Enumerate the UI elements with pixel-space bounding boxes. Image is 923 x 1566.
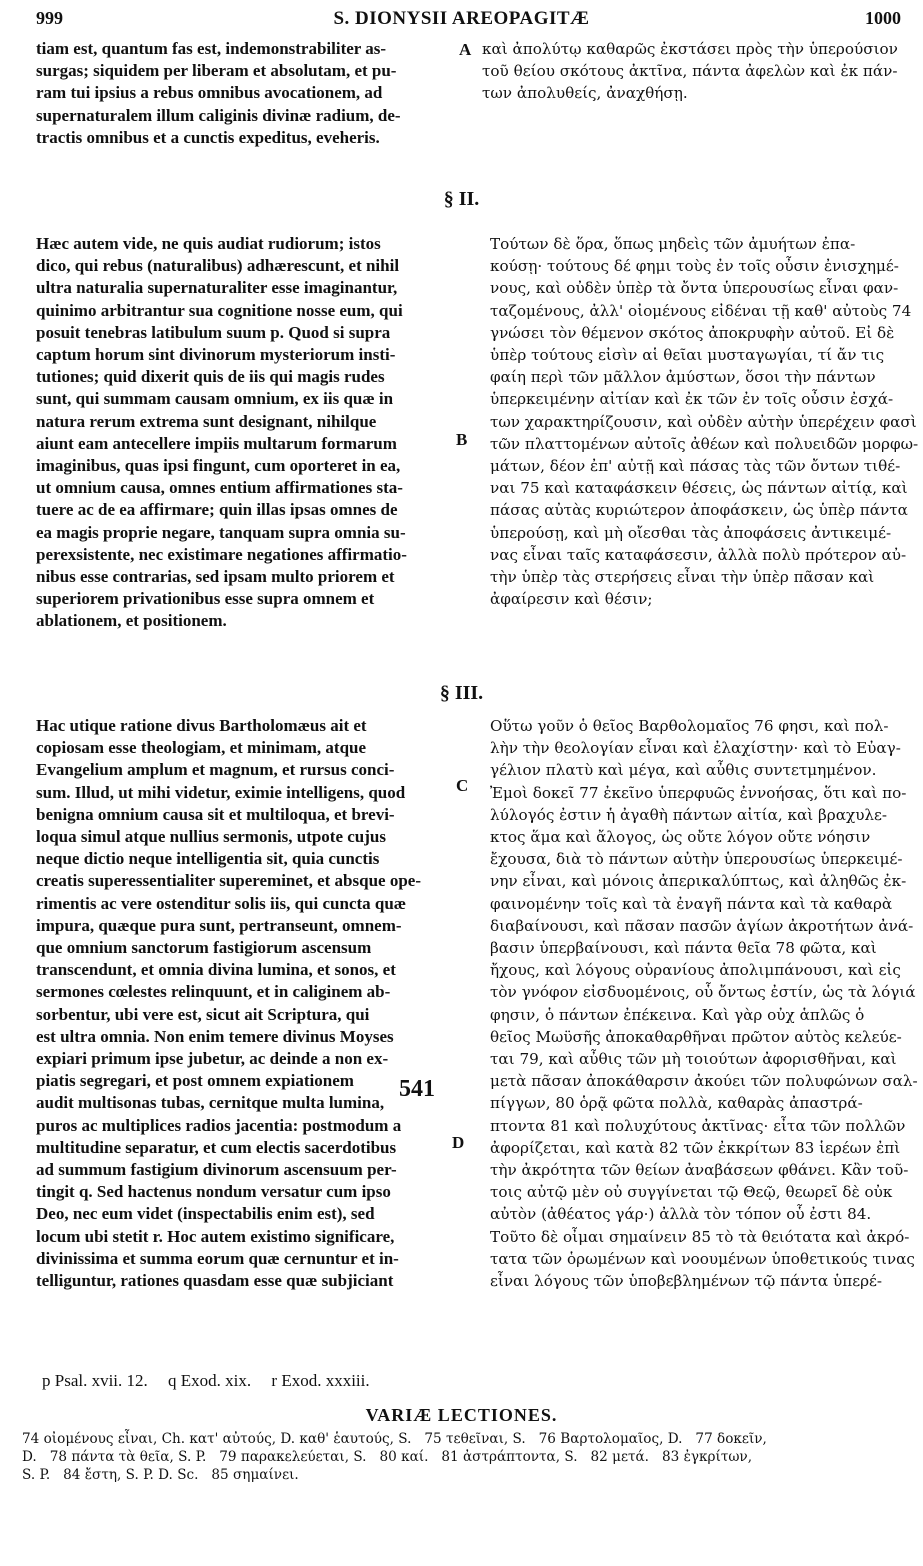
page-marker: 541 xyxy=(399,1076,435,1102)
running-title: S. DIONYSII AREOPAGITÆ xyxy=(333,8,590,29)
latin-block-2: Hæc autem vide, ne quis audiat rudiorum; istos dico, qui rebus (naturalibus) adhærescunt, et nihil ultra naturalia supernaturaliter esse imaginantur, quinimo arbitrantur sua cognitione nosse eum, qui posuit tenebras latibulum suum p. Quod si supra captum horum sint divinorum mysteriorum insti- tutiones; quid dixerit quis de iis qui magis rudes sunt, qui summam causam omnium, ex iis quæ in natura rerum extrema sunt designant, nihilque aiunt eam antecellere impiis multarum formarum imaginibus, quas ipsi fingunt, cum oporteret in ea, ut omnium causa, omnes entium affirmationes sta- tuere ac de ea affirmare; quin illas ipsas omnes de ea magis proprie negare, tanquam supra omnia su- perexsistente, nec existimare negationes affirmatio- nibus esse contrarias, sed ipsam multo priorem et superiorem privationibus esse supra omnem et ablationem, et positionem. xyxy=(36,234,407,631)
section-heading-ii: § II. xyxy=(443,188,480,210)
variae-lectiones-body: 74 οἰομένους εἶναι, Ch. κατ' αὐτούς, D. καθ' ἑαυτούς, S. 75 τεθεῖναι, S. 76 Βαρτολομαῖος, D. 77 δοκεῖν, D. 78 πάντα τὰ θεῖα, S. P. 79 παρακελεύεται, S. 80 καί. 81 ἀστράπτοντα, S. 82 μετά. 83 ἐγκρίτων, S. P. 84 ἔστη, S. P. D. Sc. 85 σημαίνει. xyxy=(22,1431,767,1483)
section-heading-iii: § III. xyxy=(439,682,484,704)
margin-marker-b: B xyxy=(456,430,468,449)
footnote-ref: p Psal. xvii. 12. xyxy=(42,1371,148,1390)
margin-marker-a: A xyxy=(459,40,472,59)
greek-block-2: Τούτων δὲ ὅρα, ὅπως μηδεὶς τῶν ἀμυήτων ἐπα- κούσῃ· τούτους δέ φημι τοὺς ἐν τοῖς οὖσιν ἐνισχημέ- νους, καὶ οὐδὲν ὑπὲρ τὰ ὄντα ὑπερουσίως εἶναι φαν- ταζομένους, ἀλλ' οἰομένους εἰδέναι τῇ καθ' αὐτοὺς 74 γνώσει τὸν θέμενον σκότος ἀποκρυφὴν αὐτοῦ. Εἰ δὲ ὑπὲρ τούτους εἰσὶν αἱ θεῖαι μυσταγωγίαι, τί ἄν τις φαίη περὶ τῶν μᾶλλον ἀμύστων, ὅσοι τὴν πάντων ὑπερκειμένην αἰτίαν καὶ ἐκ τῶν ἐν τοῖς οὖσιν ἐσχά- των χαρακτηρίζουσιν, καὶ οὐδὲν αὐτὴν ὑπερέχειν φασὶ τῶν πλαττομένων αὐτοῖς ἀθέων καὶ πολυειδῶν μορφω- μάτων, δέον ἐπ' αὐτῇ καὶ πάσας τὰς τῶν ὄντων τιθέ- ναι 75 καὶ καταφάσκειν θέσεις, ὡς πάντων αἰτίᾳ, καὶ πάσας αὐτὰς κυριώτερον ἀποφάσκειν, ὡς ὑπὲρ πάντα ὑπερούσῃ, καὶ μὴ οἴεσθαι τὰς ἀποφάσεις ἀντικειμέ- νας εἶναι ταῖς καταφάσεσιν, ἀλλὰ πολὺ πρότερον αὐ- τὴν ὑπὲρ τὰς στερήσεις εἶναι τὴν ὑπὲρ πᾶσαν καὶ ἀφαίρεσιν καὶ θέσιν; xyxy=(490,235,919,609)
footnote-references xyxy=(42,1371,386,1391)
margin-marker-c: C xyxy=(456,776,469,795)
footnote-ref: q Exod. xix. xyxy=(168,1371,252,1390)
left-page-number: 999 xyxy=(36,8,63,28)
variae-lectiones-heading: VARIÆ LECTIONES. xyxy=(365,1405,558,1425)
footnote-ref: r Exod. xxxiii. xyxy=(271,1371,370,1390)
greek-block-1: καὶ ἀπολύτῳ καθαρῶς ἐκστάσει πρὸς τὴν ὑπερούσιον τοῦ θείου σκότους ἀκτῖνα, πάντα ἀφελὼν καὶ ἐκ πάν- των ἀπολυθείς, ἀναχθήσῃ. xyxy=(482,40,898,103)
margin-marker-d: D xyxy=(452,1133,465,1152)
right-page-number: 1000 xyxy=(865,8,901,28)
latin-block-1: tiam est, quantum fas est, indemonstrabiliter as- surgas; siquidem per liberam et absolutam, et pu- ram tui ipsius a rebus omnibus avocationem, ad supernaturalem illum caliginis divinæ radium, de- tractis omnibus et a cunctis expeditus, eveheris. xyxy=(36,39,401,147)
greek-block-3: Οὕτω γοῦν ὁ θεῖος Βαρθολομαῖος 76 φησι, καὶ πολ- λὴν τὴν θεολογίαν εἶναι καὶ ἐλαχίστην· καὶ τὸ Εὐαγ- γέλιον πλατὺ καὶ μέγα, καὶ αὖθις συντετμημένον. Ἐμοὶ δοκεῖ 77 ἐκεῖνο ὑπερφυῶς ἐννοήσας, ὅτι καὶ πο- λύλογός ἐστιν ἡ ἀγαθὴ πάντων αἰτία, καὶ βραχυλε- κτος ἅμα καὶ ἄλογος, ὡς οὔτε λόγον οὔτε νόησιν ἔχουσα, διὰ τὸ πάντων αὐτὴν ὑπερουσίως ὑπερκειμέ- νην εἶναι, καὶ μόνοις ἀπερικαλύπτως, καὶ ἀληθῶς ἐκ- φαινομένην τοῖς καὶ τὰ ἐναγῆ πάντα καὶ τὰ καθαρὰ διαβαίνουσι, καὶ πᾶσαν πασῶν ἁγίων ἀκροτήτων ἀνά- βασιν ὑπερβαίνουσι, καὶ πάντα θεῖα 78 φῶτα, καὶ ἤχους, καὶ λόγους οὐρανίους ἀπολιμπάνουσι, καὶ εἰς τὸν γνόφον εἰσδυομένοις, οὗ ὄντως ἐστίν, ὡς τὰ λόγιά φησιν, ὁ πάντων ἐπέκεινα. Καὶ γὰρ οὐχ ἁπλῶς ὁ θεῖος Μωϋσῆς ἀποκαθαρθῆναι πρῶτον αὐτὸς κελεύε- ται 79, καὶ αὖθις τῶν μὴ τοιούτων ἀφορισθῆναι, καὶ μετὰ πᾶσαν ἀποκάθαρσιν ἀκούει τῶν πολυφώνων σαλ- πίγγων, 80 ὁρᾷ φῶτα πολλὰ, καθαρὰς ἀπαστρά- πτοντα 81 καὶ πολυχύτους ἀκτῖνας· εἶτα τῶν πολλῶν ἀφορίζεται, καὶ κατὰ 82 τῶν ἐκκρίτων 83 ἱερέων ἐπὶ τὴν ἀκρότητα τῶν θείων ἀναβάσεων φθάνει. Κἂν τοῦ- τοις αὐτῷ μὲν οὐ συγγίνεται τῷ Θεῷ, θεωρεῖ δὲ οὐκ αὐτὸν (ἀθέατος γάρ·) ἀλλὰ τὸν τόπον οὗ ἐστι 84. Τοῦτο δὲ οἶμαι σημαίνειν 85 τὸ τὰ θειότατα καὶ ἀκρό- τατα τῶν ὁρωμένων καὶ νοουμένων ὑποθετικούς τινας εἶναι λόγους τῶν ὑποβεβλημένων τῷ πάντα ὑπερέ- xyxy=(490,717,918,1291)
latin-block-3: Hac utique ratione divus Bartholomæus ait et copiosam esse theologiam, et minimam, atque Evangelium amplum et magnum, et rursus conci- sum. Illud, ut mihi videtur, eximie intelligens, quod benigna omnium causa sit et multiloqua, et brevi- loqua simul atque nullius sermonis, utpote cujus neque dictio neque intelligentia sit, quia cunctis creatis superessentialiter supereminet, et absque ope- rimentis ac vere ostenditur solis iis, qui cuncta quæ impura, quæque pura sunt, pertranseunt, omnem- que omnium sanctorum fastigiorum ascensum transcendunt, et omnia divina lumina, et sonos, et sermones cœlestes relinquunt, et in caliginem ab- sorbentur, ubi vere est, sicut ait Scriptura, qui est ultra omnia. Non enim temere divinus Moyses expiari primum ipse jubetur, ac deinde a non ex- piatis segregari, et post omnem expiationem audit multisonas tubas, cernitque multa lumina, puros ac multiplices radios jacentia: postmodum a multitudine separatur, et cum electis sacerdotibus ad summum fastigium divinorum ascensuum per- tingit q. Sed hactenus nondum versatur cum ipso Deo, nec eum videt (inspectabilis enim est), sed locum ubi stetit r. Hoc autem existimo significare, divinissima et summa eorum quæ cernuntur et in- telliguntur, rationes quasdam esse quæ subjiciant xyxy=(36,716,421,1291)
